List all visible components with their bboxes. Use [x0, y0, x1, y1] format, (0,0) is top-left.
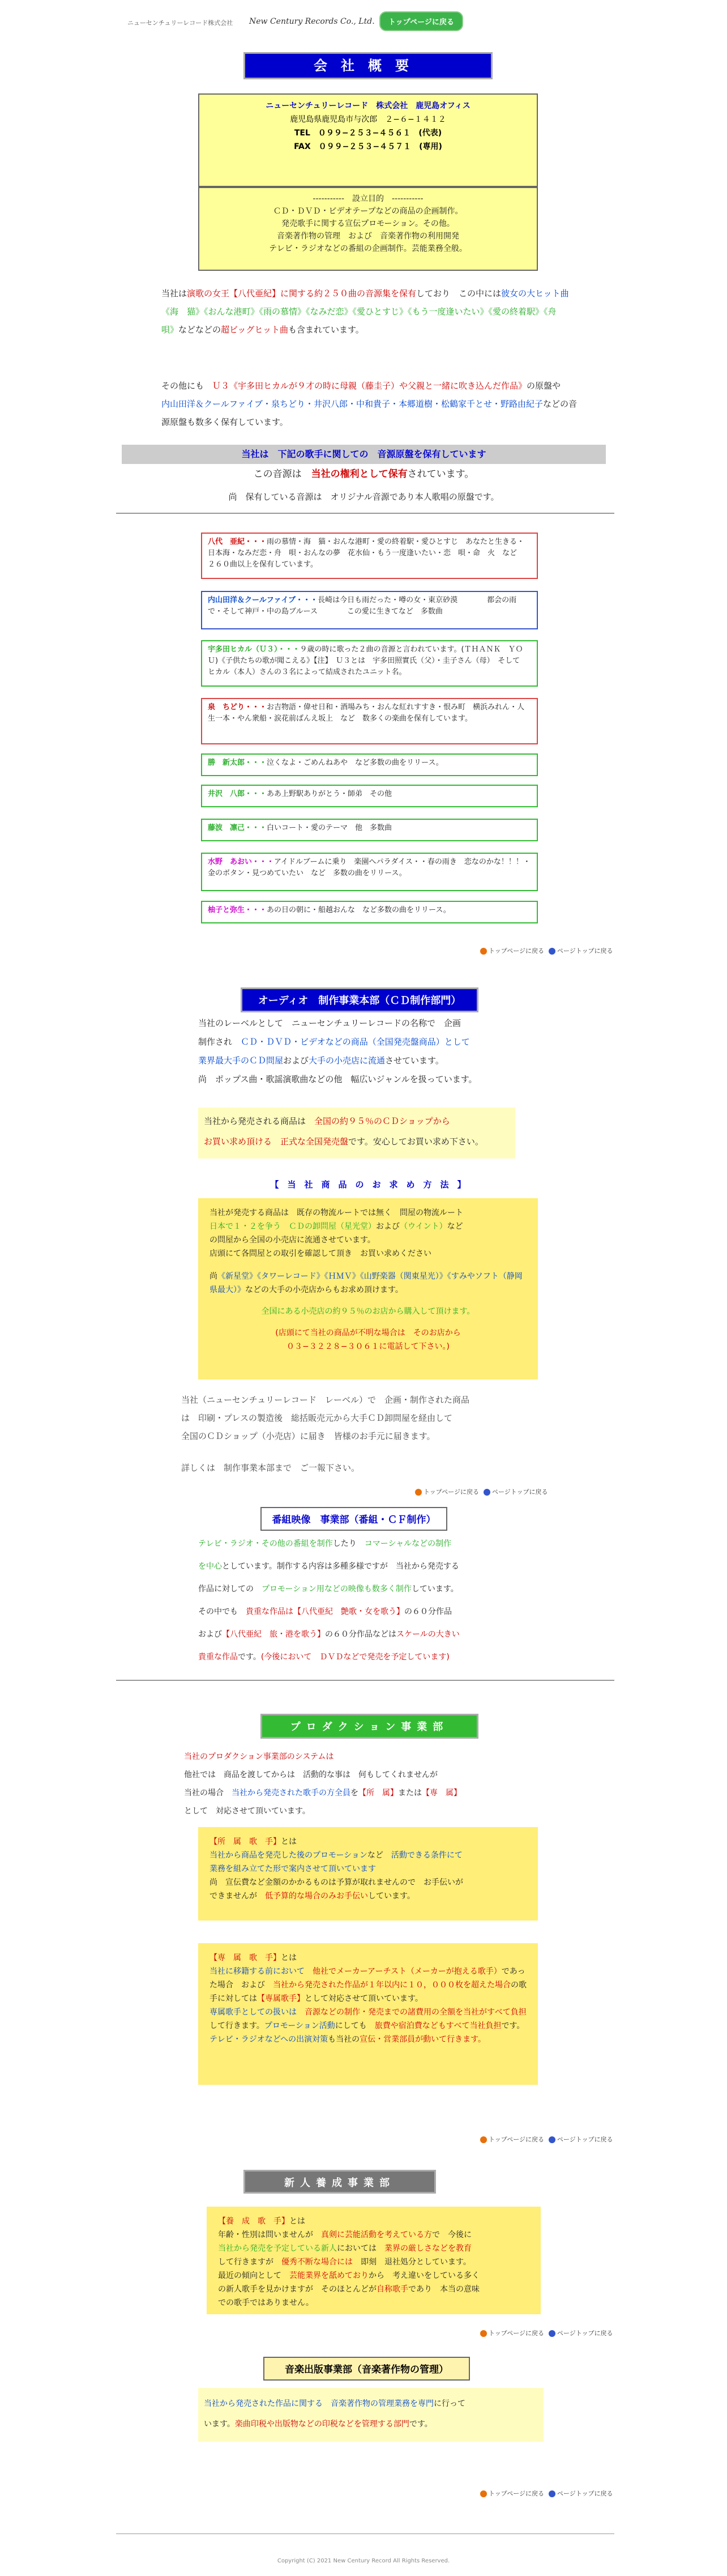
text: とは: [289, 2217, 305, 2226]
tv-section-title: 番組映像 事業部（番組・ＣＦ制作）: [260, 1507, 447, 1531]
text: ０３−３２２８−３０６１に電話して下さい。): [286, 1342, 450, 1351]
text: ページトップに戻る: [557, 2136, 613, 2143]
company-tel: TEL ０９９−２５３−４５６１ (代表): [294, 129, 442, 138]
production-text: [184, 1748, 580, 1820]
text: および: [198, 1630, 222, 1639]
artist-card: [201, 853, 538, 891]
footer-copyright: Copyright (C) 2021 New Century Record All Rights Reserved.: [277, 2558, 450, 2564]
text: その中でも: [198, 1607, 246, 1616]
artist-name: 内山田洋＆クールファイブ・・・: [208, 596, 318, 604]
divider: [116, 513, 614, 514]
text: 内山田洋＆クールファイブ・泉ちどり・井沢八郎・中和貴子・本郷道樹・松鶴家千とせ・野路由紀子: [161, 399, 543, 409]
distribution-text: [181, 1391, 578, 1477]
text: 《新星堂》《タワーレコード》《ＨＭＶ》《山野楽器（関東星光）》《すみやソフト（静岡県最大）》: [209, 1272, 523, 1295]
text: 当社のレーベルとして ニューセンチュリーレコードの名称で 企画: [198, 1018, 461, 1028]
page-title: 会社概要: [243, 52, 493, 79]
text: の問屋から全国の小売店に流通させています。: [209, 1236, 375, 1245]
text: 【養 成 歌 手】: [218, 2217, 289, 2226]
purpose-line: テレビ・ラジオなどの番組の企画制作。芸能業務全般。: [269, 244, 467, 253]
exclusive-box: [198, 1943, 538, 2085]
text: 演歌の女王【八代亜紀】に関する約２５０曲の音源集を保有: [187, 288, 417, 299]
arrow-up-icon: [549, 948, 555, 955]
intro-paragraph-1: [161, 284, 578, 339]
nav-links: [476, 2489, 613, 2498]
pagetop-link[interactable]: [549, 946, 613, 955]
artist-desc: 泣くなよ・ごめんねあや など多数の曲をリリース。: [267, 759, 443, 767]
nav-links: [476, 946, 613, 955]
arrow-icon: [480, 948, 487, 955]
text: から 考え違いをしている多く: [369, 2271, 480, 2280]
text: 【所 属】: [358, 1789, 398, 1798]
arrow-icon: [415, 1489, 422, 1496]
text: Ｕ３《宇多田ヒカルが９才の時に母親（藤圭子）や父親と一緒に吹き込んだ作品》: [212, 381, 527, 391]
purpose-line: ＣＤ・ＤＶＤ・ビデオテープなどの商品の企画制作。: [273, 207, 463, 216]
text: この音源は: [253, 469, 311, 480]
text: の新人歌手を見かけますが: [218, 2285, 313, 2294]
back-link[interactable]: [480, 2489, 544, 2498]
text: 全国のＣＤショップ（小売店）に届き 皆様のお手元に届きます。: [181, 1431, 435, 1441]
text: させています。: [385, 1055, 444, 1066]
text: 当社の場合: [184, 1789, 232, 1798]
text: (店頭にて当社の商品が不明な場合は そのお店から: [275, 1329, 461, 1338]
text: または: [398, 1789, 422, 1798]
artist-desc: ああ上野駅ありがとう・師弟 その他: [267, 790, 392, 798]
text: においては: [337, 2244, 384, 2253]
purpose-box: [198, 187, 538, 271]
publishing-box: [198, 2388, 544, 2442]
text: 当社から発売を予定している新人: [218, 2244, 337, 2253]
text: 芸能業界を舐めており: [289, 2271, 369, 2280]
arrow-icon: [480, 2136, 487, 2143]
text: に行って: [434, 2399, 465, 2408]
text: されています。: [407, 469, 474, 480]
arrow-up-icon: [549, 2136, 555, 2143]
artist-card: [201, 533, 538, 579]
text: での歌手ではありません。: [218, 2298, 314, 2307]
audio-text: [198, 1014, 595, 1089]
back-link[interactable]: [480, 2135, 544, 2144]
text: トップページに戻る: [424, 1488, 480, 1496]
text: などの音源原盤も数多く保有しています。: [161, 399, 577, 427]
text: 即刻 退社処分としています。: [353, 2258, 471, 2267]
text: 当社の権利として保有: [311, 469, 408, 480]
text: を中心: [198, 1562, 222, 1571]
text: います。: [204, 2420, 235, 2429]
text: プロモーション活動: [264, 2021, 335, 2030]
artist-desc: アイドルブームに乗り 楽園へパラダイス・・春の雨き 恋なのかな！！！・金のボタン・見つめていたい など 多数の曲をリリース。: [208, 858, 531, 878]
text: トップページに戻る: [489, 947, 545, 955]
pagetop-link[interactable]: [549, 2489, 613, 2498]
rights-note: [122, 465, 606, 484]
text: ＣＤ・ＤＶＤ・ビデオなどの商品（全国発売盤商品）として: [241, 1037, 470, 1047]
purpose-line: 音楽著作物の管理 および 音楽著作物の利用開発: [277, 232, 459, 241]
text: して行きます。: [209, 2021, 264, 2030]
text: も当社の: [328, 2035, 360, 2044]
text: などなどの: [178, 325, 221, 335]
text: 業務を組み立てた形で案内させて頂いています: [209, 1864, 376, 1874]
text: など: [367, 1851, 391, 1860]
pagetop-link[interactable]: [549, 2135, 613, 2144]
artist-card: [201, 753, 538, 776]
text: 当社に移籍する前において: [209, 1967, 313, 1976]
text: ページトップに戻る: [557, 947, 613, 955]
text: 専属歌手としての扱いは: [209, 2008, 305, 2017]
site-header: [127, 11, 603, 34]
text: お買い求め頂ける 正式な全国発売盤: [204, 1136, 349, 1147]
artist-desc: 長崎は今日も雨だった・噂の女・東京砂漠 都会の雨で・そして神戸・中の島ブルース この愛に生きてなど 多数曲: [208, 596, 517, 616]
section-band: 当社は 下記の歌手に関しての 音源原盤を保有しています: [122, 445, 606, 464]
text: など: [447, 1222, 463, 1231]
text: トップページに戻る: [489, 2490, 545, 2497]
text: にしても: [335, 2021, 375, 2030]
artist-name: 水野 あおい・・・: [208, 858, 275, 866]
text: できませんが: [209, 1892, 265, 1901]
text: 年齢・性別は問いませんが: [218, 2230, 321, 2239]
audio-note: [198, 1108, 515, 1159]
audio-section-title: オーディオ 制作事業本部（ＣＤ制作部門）: [241, 987, 478, 1012]
text: テレビ・ラジオ・その他の番組を制作: [198, 1539, 333, 1548]
affiliated-box: [198, 1827, 538, 1921]
text: そのほとんどが: [313, 2285, 377, 2294]
text: 《海 猫》《おんな港町》《雨の慕情》《なみだ恋》《愛ひとすじ》《もう一度逢いたい》《愛の終着駅》《舟 唄》: [161, 306, 565, 335]
tv-text: [198, 1532, 595, 1668]
text: 最近の傾向として: [218, 2271, 289, 2280]
text: は 印刷・プレスの製造後 総括販売元から大手ＣＤ卸問屋を経由して: [181, 1413, 452, 1423]
purpose-heading: ----------- 設立目的 -----------: [313, 194, 424, 203]
text: の６０分作品などは: [325, 1630, 396, 1639]
production-section-title: プロダクション事業部: [260, 1714, 478, 1739]
text: 音楽著作物の管理業務を専門: [331, 2399, 434, 2408]
text: ページトップに戻る: [557, 2330, 613, 2337]
text: としています。制作する内容は多種多様ですが 当社から発売する: [222, 1562, 459, 1571]
arrow-icon: [480, 2490, 487, 2497]
text: 旅費や宿泊費などもすべて当社負担: [374, 2021, 502, 2030]
text: 店頭にて各問屋との取引を確認して頂き お買い求めください: [209, 1249, 431, 1258]
text: 当社から発売される商品は: [204, 1116, 315, 1126]
text: 【専 属 歌 手】: [209, 1953, 281, 1962]
text: の原盤や: [527, 381, 570, 391]
text: の歌手に対しては: [209, 1981, 527, 2003]
artist-name: 宇多田ヒカル（Ｕ３）・・・: [208, 645, 300, 654]
text: 当社が発売する商品は 既存の物流ルートでは無く 問屋の物流ルート: [209, 1208, 463, 1217]
text: などの大手の小売店からもお求め頂けます。: [245, 1285, 403, 1295]
text: 尚: [209, 1272, 217, 1281]
text: 【専 属】: [422, 1789, 461, 1798]
pagetop-link[interactable]: [484, 1487, 548, 1496]
original-note: 尚 保有している音源は オリジナル音源であり本人歌唱の原盤です。: [228, 492, 499, 502]
text: コマーシャルなどの制作: [364, 1539, 452, 1548]
artist-name: 井沢 八郎・・・: [208, 790, 267, 798]
text: 当社から商品を発売した後のプロモーション: [209, 1851, 367, 1860]
text: （ウイント）: [400, 1222, 447, 1231]
text: および: [376, 1222, 400, 1231]
text: 当社から発売された歌手の方全員: [232, 1789, 350, 1798]
artist-card: [201, 698, 538, 744]
text: 他社でメーカーアーチスト（メーカーが抱える歌手）: [313, 1967, 502, 1976]
arrow-up-icon: [549, 2330, 555, 2337]
artist-name: 勝 新太郎・・・: [208, 759, 267, 767]
text: ページトップに戻る: [492, 1488, 548, 1496]
text: です。: [238, 1653, 261, 1662]
artist-desc: あの日の朝に・船越おんな など多数の曲をリリース。: [267, 906, 451, 914]
back-link[interactable]: [480, 2328, 544, 2337]
text: であり 本当の意味: [408, 2285, 480, 2294]
text: の６０分作品: [404, 1607, 452, 1616]
back-link[interactable]: [480, 946, 544, 955]
text: および: [283, 1055, 309, 1066]
nav-links: [476, 2328, 613, 2337]
text: 尚 宣伝費など金額のかかるものは予算が取れませんので お手伝いが: [209, 1878, 463, 1887]
text: であった場合 および: [209, 1967, 525, 1990]
text: したり: [332, 1539, 365, 1548]
artist-card: [201, 901, 538, 923]
artist-desc: お吉物語・偉せ日和・酒場みち・おんな紅れすすき・恨み町 横浜みれん・人生一本・やん衆船・涙花前ばんえ坂上 など 数多くの楽曲を保有しています。: [208, 703, 525, 723]
text: です。: [501, 2021, 525, 2030]
text: で 今後に: [432, 2230, 472, 2239]
text: 業界の厳しさなどを教育: [384, 2244, 472, 2253]
text: しています。: [368, 1892, 415, 1901]
text: 優秀不断な場合には: [281, 2258, 353, 2267]
artist-name: 泉 ちどり・・・: [208, 703, 267, 712]
text: として対応させて頂いています。: [305, 1994, 423, 2003]
publishing-section-title: 音楽出版事業部（音楽著作物の管理）: [263, 2357, 470, 2381]
nav-links: [410, 1487, 548, 1496]
purpose-line: 発売歌手に関する宣伝プロモーション。その他。: [281, 219, 455, 228]
company-fax: FAX ０９９−２５３−４５７１ (専用): [294, 142, 442, 151]
artist-name: 八代 亜紀・・・: [208, 538, 267, 546]
artist-name: 藤波 凛己・・・: [208, 824, 267, 832]
text: 【八代亜紀 旅・港を歌う】: [222, 1630, 325, 1639]
text: も含まれています。: [288, 325, 364, 335]
text: 詳しくは 制作事業本部まで ご一報下さい。: [181, 1463, 360, 1473]
text: 貴重な作品は【八代亜紀 艶歌・女を歌う】: [246, 1607, 404, 1616]
text: スケールの大きい: [396, 1630, 460, 1639]
text: 大手の小売店に流通: [309, 1055, 386, 1066]
text: です。: [409, 2420, 433, 2429]
text: を: [350, 1789, 358, 1798]
text: トップページに戻る: [489, 2136, 545, 2143]
artist-desc: 白いコート・愛のテーマ 他 多数曲: [267, 824, 392, 832]
divider: [116, 1680, 614, 1681]
text: 当社のプロダクション事業部のシステムは: [184, 1752, 334, 1761]
text: 自称歌手: [377, 2285, 408, 2294]
text: 真剣に芸能活動を考えている方: [321, 2230, 432, 2239]
text: です。安心してお買い求め下さい。: [348, 1136, 484, 1147]
talent-section-title: 新人養成事業部: [243, 2170, 436, 2194]
text: 貴重な作品: [198, 1653, 238, 1662]
company-name: ニューセンチュリーレコード株式会社: [127, 19, 233, 27]
text: して行きますが: [218, 2258, 281, 2267]
artist-card: [201, 640, 538, 687]
text: 宣伝・営業部員が動いて行きます。: [360, 2035, 486, 2044]
text: 全国の約９５％のＣＤショップから: [314, 1116, 450, 1126]
text: 業界最大手のＣＤ問屋: [198, 1055, 284, 1066]
artist-desc: 雨の慕情・海 猫・おんな港町・愛の終着駅・愛ひとすじ あなたと生きる・日本海・なみだ恋・舟 唄・おんなの夢 花水仙・もう一度逢いたい・恋 唄・命 火 など ２６０曲以上を保有しています。: [208, 538, 525, 569]
text: 日本で１・２を争う ＣＤの卸問屋（星光堂）: [209, 1222, 376, 1231]
text: トップページに戻る: [489, 2330, 545, 2337]
text: 【所 属 歌 手】: [209, 1837, 281, 1846]
intro-paragraph-2: [161, 377, 578, 431]
text: (今後において ＤＶＤなどで発売を予定しています): [260, 1653, 450, 1662]
text: 活動できる条件にて: [391, 1851, 463, 1860]
arrow-icon: [480, 2330, 487, 2337]
company-logo[interactable]: New Century Records Co., Ltd.: [249, 17, 375, 26]
text: 低予算的な場合のみお手伝い: [265, 1892, 368, 1901]
text: 楽曲印税や出版物などの印税などを管理する部門: [234, 2420, 409, 2429]
artist-card: [201, 591, 538, 629]
company-office: ニューセンチュリーレコード 株式会社 鹿児島オフィス: [266, 101, 471, 110]
artist-card: [201, 785, 538, 807]
text: 当社は: [161, 288, 187, 299]
text: 彼女の大ヒット曲: [501, 288, 569, 299]
text: 制作され: [198, 1037, 241, 1047]
text: 当社から発売された作品が１年以内に１０，０００枚を超えた場合: [273, 1981, 511, 1990]
artist-card: [201, 819, 538, 841]
arrow-up-icon: [549, 2490, 555, 2497]
text: 【専属歌手】: [257, 1994, 305, 2003]
pagetop-link[interactable]: [549, 2328, 613, 2337]
arrow-up-icon: [484, 1489, 490, 1496]
text: 当社から発売された作品に関する: [204, 2399, 331, 2408]
text: プロモーション用などの映像も数多く制作: [262, 1585, 412, 1594]
company-address: 鹿児島県鹿児島市与次郎 ２−６−１４１２: [290, 115, 446, 124]
text: その他にも: [161, 381, 213, 391]
text: とは: [281, 1837, 297, 1846]
company-info-box: [198, 93, 538, 187]
nav-links: [476, 2135, 613, 2144]
text: とは: [281, 1953, 297, 1962]
text: しており この中には: [416, 288, 502, 299]
text: 全国にある小売店の約９５％のお店から購入して頂けます。: [261, 1307, 475, 1316]
text: テレビ・ラジオなどへの出演対策: [209, 2035, 328, 2044]
text: ページトップに戻る: [557, 2490, 613, 2497]
text: 超ビッグヒット曲: [221, 325, 288, 335]
text: として 対応させて頂いています。: [184, 1807, 310, 1816]
howto-title: 【 当 社 商 品 の お 求 め 方 法 】: [270, 1180, 466, 1190]
text: 作品に対しての: [198, 1585, 262, 1594]
text: 他社では 商品を渡してからは 活動的な事は 何もしてくれませんが: [184, 1770, 438, 1779]
text: 当社（ニューセンチュリーレコード レーベル）で 企画・制作された商品: [181, 1395, 469, 1405]
text: しています。: [411, 1585, 459, 1594]
howto-box: [198, 1198, 538, 1379]
top-page-button[interactable]: トップページに戻る: [379, 11, 463, 31]
trainee-box: [207, 2207, 541, 2314]
text: 音源などの制作・発売までの諸費用の全額を当社がすべて負担: [305, 2008, 527, 2017]
artist-desc: ９歳の時に歌った２曲の音源と言われています。(ＴＨＡＮＫ ＹＯＵ)《子供たちの歌が聞こえる》【注】 Ｕ３とは 宇多田照實氏（父）・圭子さん（母） そして ヒカル（本人）さんの３名によって結成されたユニット名。: [208, 645, 528, 676]
text: 尚 ポップス曲・歌謡演歌曲などの他 幅広いジャンルを扱っています。: [198, 1074, 477, 1084]
back-link[interactable]: [415, 1487, 479, 1496]
artist-name: 柚子と弥生・・・: [208, 906, 267, 914]
